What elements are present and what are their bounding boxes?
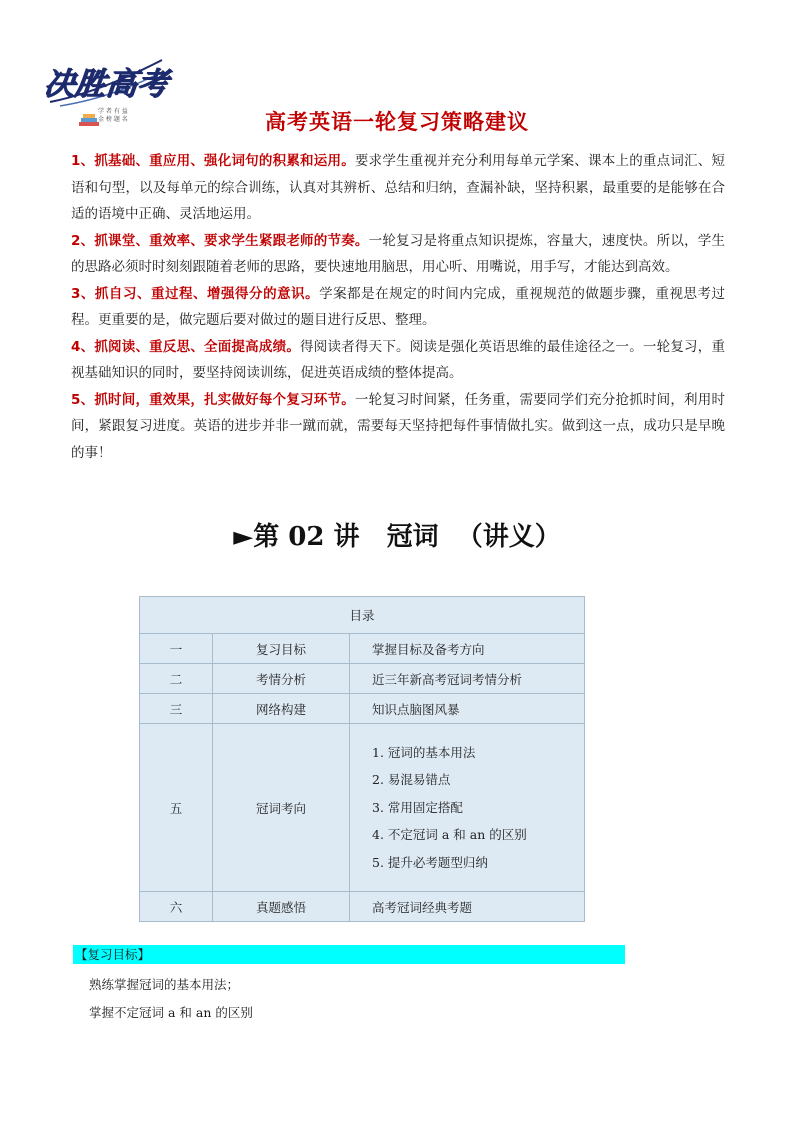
toc-num: 五 (140, 724, 213, 892)
strategy-lead: 3、抓自习、重过程、增强得分的意识。 (71, 285, 320, 302)
toc-desc: 近三年新高考冠词考情分析 (350, 664, 585, 694)
strategy-list (71, 148, 725, 466)
toc-header-row (140, 597, 585, 634)
section-heading-review-goals: 【复习目标】 (73, 945, 625, 964)
toc-row (140, 892, 585, 922)
logo-text: 决胜高考 (41, 66, 170, 102)
strategy-lead: 4、抓阅读、重反思、全面提高成绩。 (71, 338, 301, 355)
toc-row (140, 694, 585, 724)
strategy-lead: 5、抓时间，重效果，扎实做好每个复习环节。 (71, 391, 355, 408)
toc-sublist-cell (350, 724, 585, 892)
toc-num: 六 (140, 892, 213, 922)
toc-num: 二 (140, 664, 213, 694)
strategy-lead: 2、抓课堂、重效率、要求学生紧跟老师的节奏。 (71, 232, 369, 249)
toc-name: 冠词考向 (213, 724, 350, 892)
strategy-body: 一轮复习是将重点知识提炼，容量大，速度快。所以，学生的思路必须时时刻刻跟随着老师的思路，要快速地用脑思，用心听、用嘴说，用手写，才能达到高效。 (71, 232, 725, 275)
toc-name: 复习目标 (213, 634, 350, 664)
toc-row (140, 724, 585, 892)
toc-subitem: 1. 冠词的基本用法 (372, 744, 476, 760)
strategy-body: 学案都是在规定的时间内完成，重视规范的做题步骤，重视思考过程。更重要的是，做完题后要对做过的题目进行反思、整理。 (71, 285, 725, 328)
strategy-paragraph (71, 387, 725, 467)
toc-row (140, 634, 585, 664)
toc-desc: 掌握目标及备考方向 (350, 634, 585, 664)
toc-num: 一 (140, 634, 213, 664)
strategy-body: 得阅读者得天下。阅读是强化英语思维的最佳途径之一。一轮复习，重视基础知识的同时，要坚持阅读训练，促进英语成绩的整体提高。 (71, 338, 725, 381)
toc-subitem: 3. 常用固定搭配 (372, 799, 463, 815)
toc-subitem: 2. 易混易错点 (372, 772, 451, 788)
strategy-body: 一轮复习时间紧，任务重，需要同学们充分抢抓时间，利用时间，紧跟复习进度。英语的进步并非一蹴而就，需要每天坚持把每件事情做扎实。做到这一点，成功只是早晚的事！ (71, 391, 725, 461)
strategy-body: 要求学生重视并充分利用每单元学案、课本上的重点词汇、短语和句型，以及每单元的综合训练，认真对其辨析、总结和归纳，查漏补缺，坚持积累，最重要的是能够在合适的语境中正确、灵活地运用。 (71, 153, 725, 222)
toc-header: 目录 (140, 597, 585, 634)
toc-table (139, 596, 585, 922)
strategy-paragraph (71, 334, 725, 387)
logo-sub-line-1: 学 者 有 益 (98, 108, 128, 115)
toc-name: 真题感悟 (213, 892, 350, 922)
goal-line: 掌握不定冠词 a 和 an 的区别 (89, 1005, 253, 1020)
page-title: 高考英语一轮复习策略建议 (265, 110, 529, 134)
strategy-lead: 1、抓基础、重应用、强化词句的积累和运用。 (71, 153, 355, 169)
strategy-paragraph (71, 228, 725, 281)
strategy-paragraph (71, 148, 725, 228)
toc-sublist (372, 739, 584, 877)
logo-sub-line-2: 金 榜 题 名 (98, 116, 128, 123)
goal-line: 熟练掌握冠词的基本用法； (89, 977, 240, 992)
toc-name: 网络构建 (213, 694, 350, 724)
toc-num: 三 (140, 694, 213, 724)
toc-desc: 知识点脑图风暴 (350, 694, 585, 724)
toc-row (140, 664, 585, 694)
toc-name: 考情分析 (213, 664, 350, 694)
lecture-title: ►第 02 讲 冠词 （讲义） (233, 522, 561, 552)
toc-desc: 高考冠词经典考题 (350, 892, 585, 922)
strategy-paragraph (71, 281, 725, 334)
toc-subitem: 5. 提升必考题型归纳 (372, 854, 488, 870)
toc-subitem: 4. 不定冠词 a 和 an 的区别 (372, 827, 527, 843)
